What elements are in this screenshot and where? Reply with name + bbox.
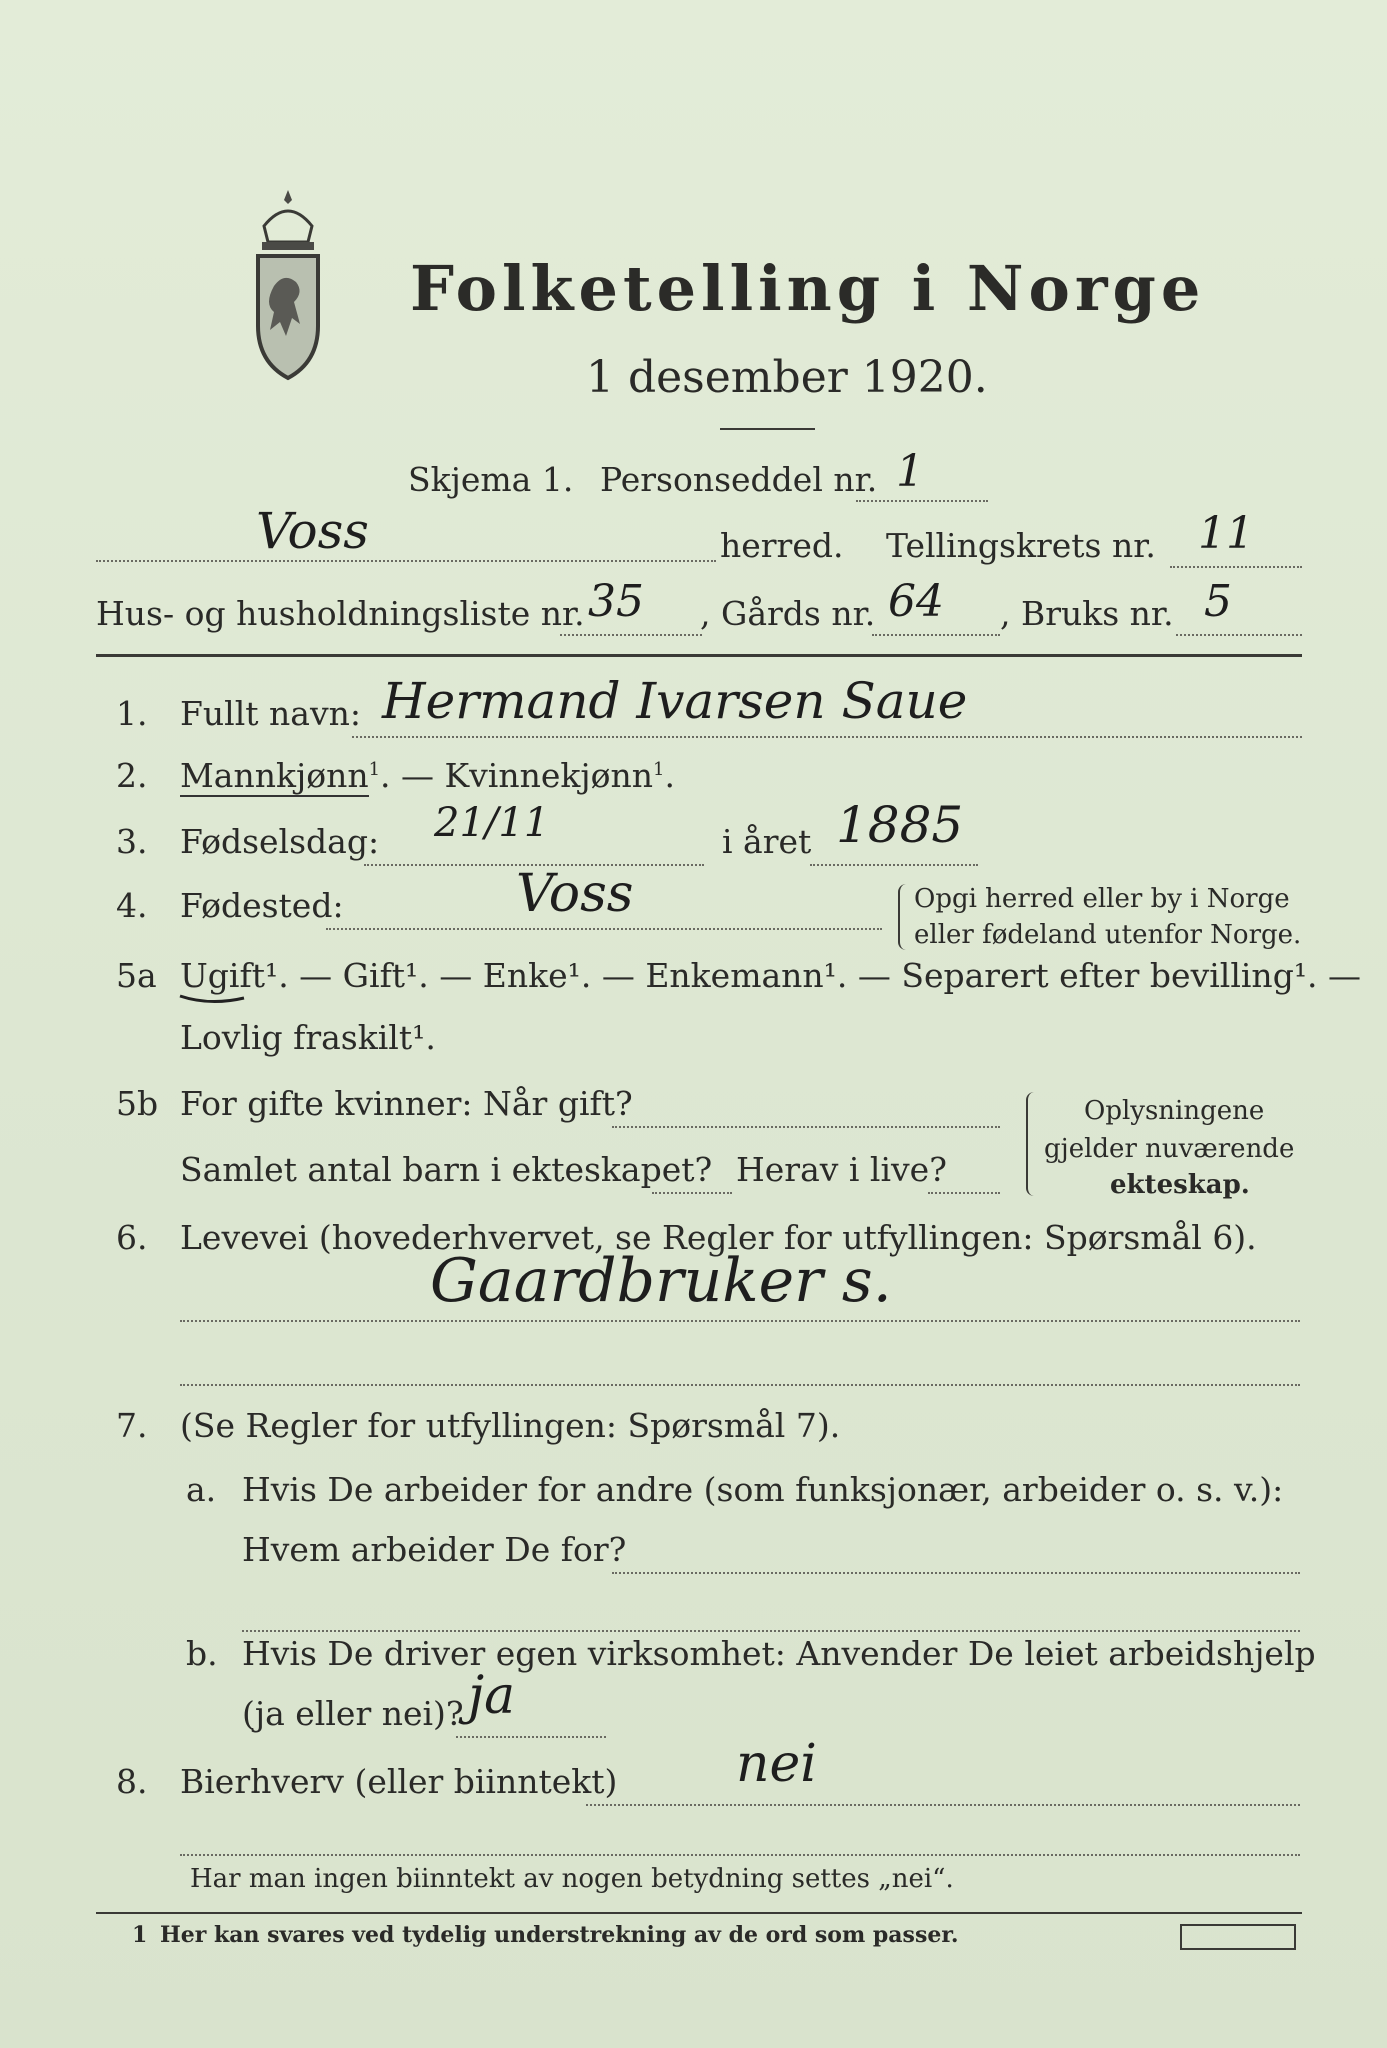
birthplace-value: Voss <box>516 864 634 924</box>
employer-field[interactable] <box>612 1542 1300 1574</box>
side-income-value: nei <box>736 1734 817 1794</box>
q3-label: Fødselsdag: <box>180 822 380 861</box>
tellingskrets-field[interactable] <box>1170 508 1302 568</box>
gards-value: 64 <box>888 576 944 627</box>
q5b-married-when-label: For gifte kvinner: Når gift? <box>180 1084 633 1123</box>
q5b-note-line1: Oplysningene <box>1084 1096 1265 1126</box>
occupation-value: Gaardbruker s. <box>430 1246 892 1316</box>
birth-year-field[interactable] <box>810 796 978 866</box>
full-name-field[interactable] <box>352 672 1302 738</box>
q7b-marker: b. <box>186 1634 218 1673</box>
skjema-label: Skjema 1. <box>408 460 574 499</box>
husliste-value: 35 <box>588 576 644 627</box>
marital-status-options[interactable]: Ugift¹. — Gift¹. — Enke¹. — Enkemann¹. — Separert efter bevilling¹. — <box>180 956 1362 995</box>
q6-number: 6. <box>116 1218 148 1257</box>
q4-note-line2: eller fødeland utenfor Norge. <box>914 920 1302 950</box>
q7a-marker: a. <box>186 1470 217 1509</box>
q2-footnote-ref-2: 1 <box>653 759 665 780</box>
q2-end: . <box>664 756 675 795</box>
q8-number: 8. <box>116 1762 148 1801</box>
q5b-note-line2: gjelder nuværende <box>1044 1134 1295 1164</box>
bruks-value: 5 <box>1204 576 1232 627</box>
q6-label: Levevei (hovederhvervet, se Regler for utfyllingen: Spørsmål 6). <box>180 1218 1257 1257</box>
q3-number: 3. <box>116 822 148 861</box>
children-alive-field[interactable] <box>928 1162 1000 1194</box>
full-name-value: Hermand Ivarsen Saue <box>382 672 968 730</box>
footer-note: Har man ingen biinntekt av nogen betydning settes „nei“. <box>190 1864 954 1894</box>
q7b-line1: Hvis De driver egen virksomhet: Anvender De leiet arbeidshjelp <box>242 1634 1316 1673</box>
hired-help-field[interactable] <box>456 1666 606 1738</box>
q5b-note-bracket <box>1026 1092 1038 1196</box>
marital-status-option-divorced[interactable]: Lovlig fraskilt¹. <box>180 1018 436 1057</box>
q7a-line2: Hvem arbeider De for? <box>242 1530 627 1569</box>
tellingskrets-label: Tellingskrets nr. <box>886 526 1156 565</box>
tellingskrets-value: 11 <box>1198 508 1254 559</box>
q7-number: 7. <box>116 1406 148 1445</box>
q5b-children-label: Samlet antal barn i ekteskapet? <box>180 1150 713 1189</box>
birth-year-label: i året <box>722 822 812 861</box>
q5a-number: 5a <box>116 956 157 995</box>
footnote-mark: 1 <box>132 1922 148 1948</box>
q5b-alive-label: Herav i live? <box>736 1150 947 1189</box>
herred-value: Voss <box>256 502 369 560</box>
personseddel-value: 1 <box>896 446 924 497</box>
q7-label: (Se Regler for utfyllingen: Spørsmål 7). <box>180 1406 841 1445</box>
personseddel-field[interactable] <box>856 446 988 502</box>
birth-year-value: 1885 <box>836 796 964 854</box>
side-income-field-line2[interactable] <box>180 1824 1300 1856</box>
q5b-note-line3: ekteskap. <box>1110 1170 1250 1200</box>
birthdate-field[interactable] <box>364 800 704 866</box>
husliste-field[interactable] <box>560 576 702 636</box>
bruks-label: , Bruks nr. <box>1000 594 1174 633</box>
header-divider <box>96 654 1302 657</box>
q2-footnote-ref-1: 1 <box>368 759 381 780</box>
husliste-label: Hus- og husholdningsliste nr. <box>96 594 585 633</box>
q4-number: 4. <box>116 886 148 925</box>
printer-stamp <box>1180 1924 1296 1950</box>
q5b-number: 5b <box>116 1084 159 1123</box>
occupation-field[interactable] <box>180 1246 1300 1322</box>
birthdate-value: 21/11 <box>434 800 550 846</box>
q2-number: 2. <box>116 756 148 795</box>
form-date: 1 desember 1920. <box>586 352 988 403</box>
q1-label: Fullt navn: <box>180 694 361 733</box>
gards-label: , Gårds nr. <box>700 594 876 633</box>
herred-field[interactable] <box>96 502 716 562</box>
sex-options <box>180 756 675 795</box>
gards-field[interactable] <box>872 576 1000 636</box>
sex-male-option-underlined[interactable]: Mannkjønn <box>180 756 369 795</box>
sex-female-option[interactable]: . — Kvinnekjønn <box>380 756 653 795</box>
employer-field-line2[interactable] <box>242 1600 1300 1632</box>
occupation-field-line2[interactable] <box>180 1354 1300 1386</box>
norwegian-coat-of-arms-icon <box>248 186 328 386</box>
q4-label: Fødested: <box>180 886 344 925</box>
hired-help-value: ja <box>468 1666 516 1726</box>
q4-note-line1: Opgi herred eller by i Norge <box>914 884 1290 914</box>
q1-number: 1. <box>116 694 148 733</box>
form-title: Folketelling i Norge <box>410 252 1206 325</box>
side-income-field[interactable] <box>586 1734 1300 1806</box>
q8-label: Bierhverv (eller biinntekt) <box>180 1762 618 1801</box>
q7a-line1: Hvis De arbeider for andre (som funksjonær, arbeider o. s. v.): <box>242 1470 1284 1509</box>
personseddel-label: Personseddel nr. <box>600 460 878 499</box>
bruks-field[interactable] <box>1176 576 1302 636</box>
footnote-text: Her kan svares ved tydelig understrekning av de ord som passer. <box>160 1922 959 1948</box>
ugift-underline-mark <box>178 992 248 1006</box>
birthplace-field[interactable] <box>326 864 882 930</box>
children-count-field[interactable] <box>652 1162 732 1194</box>
title-divider <box>720 428 815 430</box>
q4-note-bracket <box>898 884 908 950</box>
footer-divider <box>96 1912 1302 1914</box>
herred-label: herred. <box>720 526 844 565</box>
q7b-line2: (ja eller nei)? <box>242 1694 464 1733</box>
married-when-field[interactable] <box>612 1096 1000 1128</box>
